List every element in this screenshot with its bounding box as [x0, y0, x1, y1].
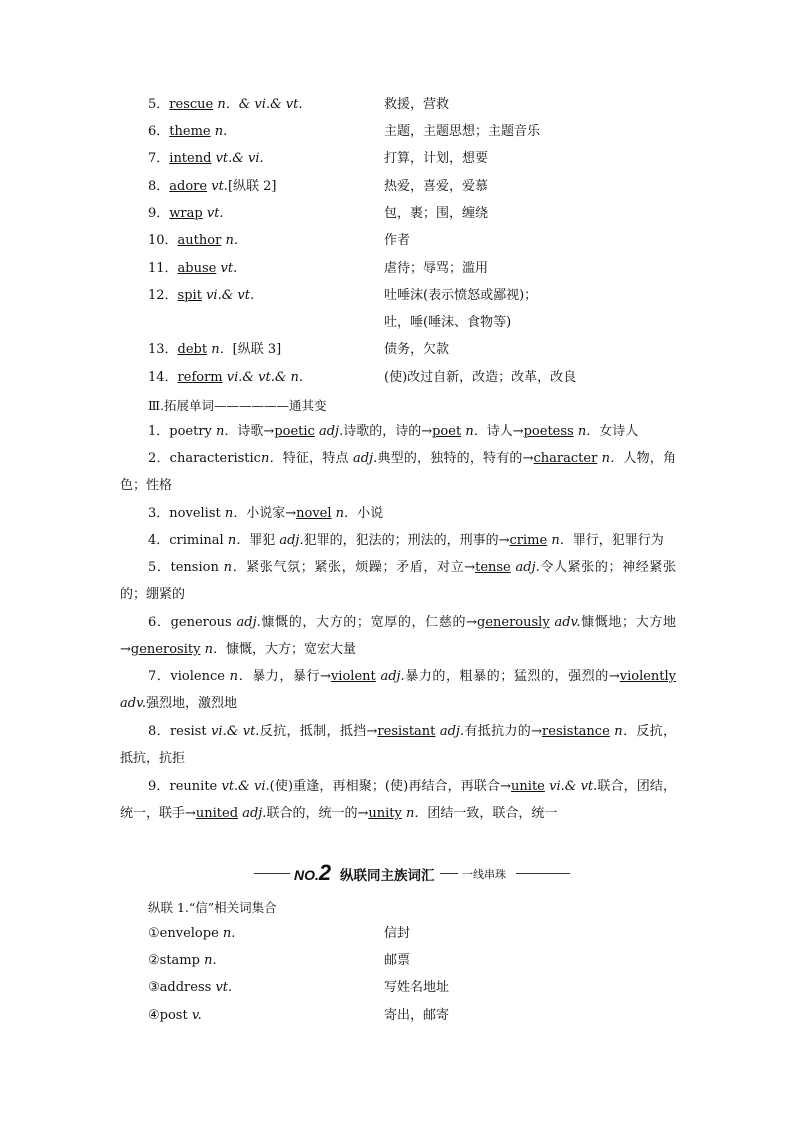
extension-entry: 2．characteristicn．特征，特点 adj.典型的，独特的，特有的→character n．人物，角色；性格 [120, 451, 676, 493]
extension-entry: 3．novelist n．小说家→novel n．小说 [148, 506, 384, 521]
vocab-meaning: 包，裹；围，缠绕 [384, 206, 489, 221]
answer-word: crime [509, 533, 548, 548]
answer-word: generosity [130, 642, 201, 657]
answer-word: poetic [274, 424, 315, 439]
banner-rule [516, 873, 570, 874]
group-word: ④post v. [148, 1008, 202, 1023]
vocab-meaning: 吐，唾(唾沫、食物等) [384, 315, 512, 330]
vocab-entry: 8．adore vt.[纵联 2] [148, 179, 277, 194]
vocab-word: adore [169, 179, 208, 194]
group-word: ①envelope n. [148, 926, 236, 941]
vocab-word: wrap [169, 206, 203, 221]
vocab-entry: 12．spit vi.& vt. [148, 288, 255, 303]
extension-entry: 4．criminal n．罪犯 adj.犯罪的，犯法的；刑法的，刑事的→crime n．罪行，犯罪行为 [148, 533, 664, 548]
vocab-meaning: 主题，主题思想；主题音乐 [384, 124, 541, 139]
vocab-meaning: (使)改过自新，改造；改革，改良 [384, 370, 577, 385]
vocab-word: abuse [177, 261, 217, 276]
banner-title: 纵联同主族词汇 [340, 868, 435, 884]
vocab-meaning: 打算，计划，想要 [384, 151, 489, 166]
extension-entry: 7．violence n．暴力，暴行→violent adj.暴力的，粗暴的；猛烈的，强烈的→violently adv.强烈地，激烈地 [120, 669, 677, 711]
extension-entry: 5．tension n．紧张气氛；紧张，烦躁；矛盾，对立→tense adj.令人紧张的；神经紧张的；绷紧的 [120, 560, 676, 602]
answer-word: unite [511, 779, 545, 794]
vocab-word: theme [169, 124, 211, 139]
section-heading: Ⅲ.拓展单词——————通其变 [148, 398, 327, 413]
vocab-entry: 7．intend vt.& vi. [148, 151, 264, 166]
vocab-meaning: 作者 [384, 233, 411, 248]
vocab-meaning: 债务，欠款 [384, 342, 450, 357]
vocab-entry: 9．wrap vt. [148, 206, 224, 221]
vocab-word: intend [169, 151, 212, 166]
vocab-word: spit [177, 288, 202, 303]
answer-word: resistant [377, 724, 436, 739]
vocab-entry: 5．rescue n．& vi.& vt. [148, 97, 303, 112]
vocab-word: debt [177, 342, 208, 357]
vocab-word: rescue [169, 97, 214, 112]
group-title: 纵联 1.“信”相关词集合 [148, 900, 277, 915]
vocab-meaning: 吐唾沫(表示愤怒或鄙视)； [384, 288, 538, 303]
group-meaning: 寄出，邮寄 [384, 1008, 450, 1023]
vocab-meaning: 热爱，喜爱，爱慕 [384, 179, 489, 194]
vocab-word: author [177, 233, 222, 248]
banner-rule [440, 873, 458, 874]
vocab-entry: 13．debt n．[纵联 3] [148, 342, 282, 357]
group-word: ②stamp n. [148, 953, 217, 968]
group-meaning: 邮票 [384, 953, 411, 968]
banner-rule [254, 873, 290, 874]
banner-subtitle: 一线串珠 [462, 868, 506, 881]
answer-word: novel [296, 506, 332, 521]
answer-word: united [195, 806, 239, 821]
extension-entry: 9．reunite vt.& vi.(使)重逢，再相聚；(使)再结合，再联合→unite vi.& vt.联合，团结，统一，联手→united adj.联合的，统一的→unity n．团结一致，联合，统一 [120, 779, 676, 821]
answer-word: poetess [523, 424, 574, 439]
section-banner [254, 860, 570, 886]
cross-ref: [纵联 3] [232, 342, 282, 357]
vocab-meaning: 虐待；辱骂；滥用 [384, 261, 489, 276]
vocab-entry: 14．reform vi.& vt.& n. [148, 370, 304, 385]
answer-word: poet [432, 424, 462, 439]
answer-word: resistance [542, 724, 610, 739]
extension-entry: 8．resist vi.& vt.反抗，抵制，抵挡→resistant adj.有抵抗力的→resistance n．反抗，抵抗，抗拒 [120, 724, 676, 766]
banner-number: NO.2 [294, 860, 332, 885]
answer-word: violently [619, 669, 677, 684]
vocab-entry: 10．author n. [148, 233, 238, 248]
vocab-entry: 6．theme n. [148, 124, 228, 139]
answer-word: unity [368, 806, 402, 821]
group-meaning: 写姓名地址 [384, 980, 450, 995]
group-word: ③address vt. [148, 980, 233, 995]
answer-word: tense [475, 560, 511, 575]
answer-word: character [533, 451, 598, 466]
cross-ref: [纵联 2] [227, 179, 277, 194]
extension-entry: 6．generous adj.慷慨的，大方的；宽厚的，仁慈的→generously adv.慷慨地；大方地→generosity n．慷慨，大方；宽宏大量 [120, 615, 676, 657]
vocab-entry: 11．abuse vt. [148, 261, 238, 276]
vocab-meaning: 救援，营救 [384, 97, 450, 112]
group-meaning: 信封 [384, 926, 411, 941]
extension-entry: 1．poetry n．诗歌→poetic adj.诗歌的，诗的→poet n．诗人→poetess n．女诗人 [148, 424, 639, 439]
answer-word: generously [477, 615, 550, 630]
answer-word: violent [330, 669, 376, 684]
vocab-word: reform [177, 370, 223, 385]
